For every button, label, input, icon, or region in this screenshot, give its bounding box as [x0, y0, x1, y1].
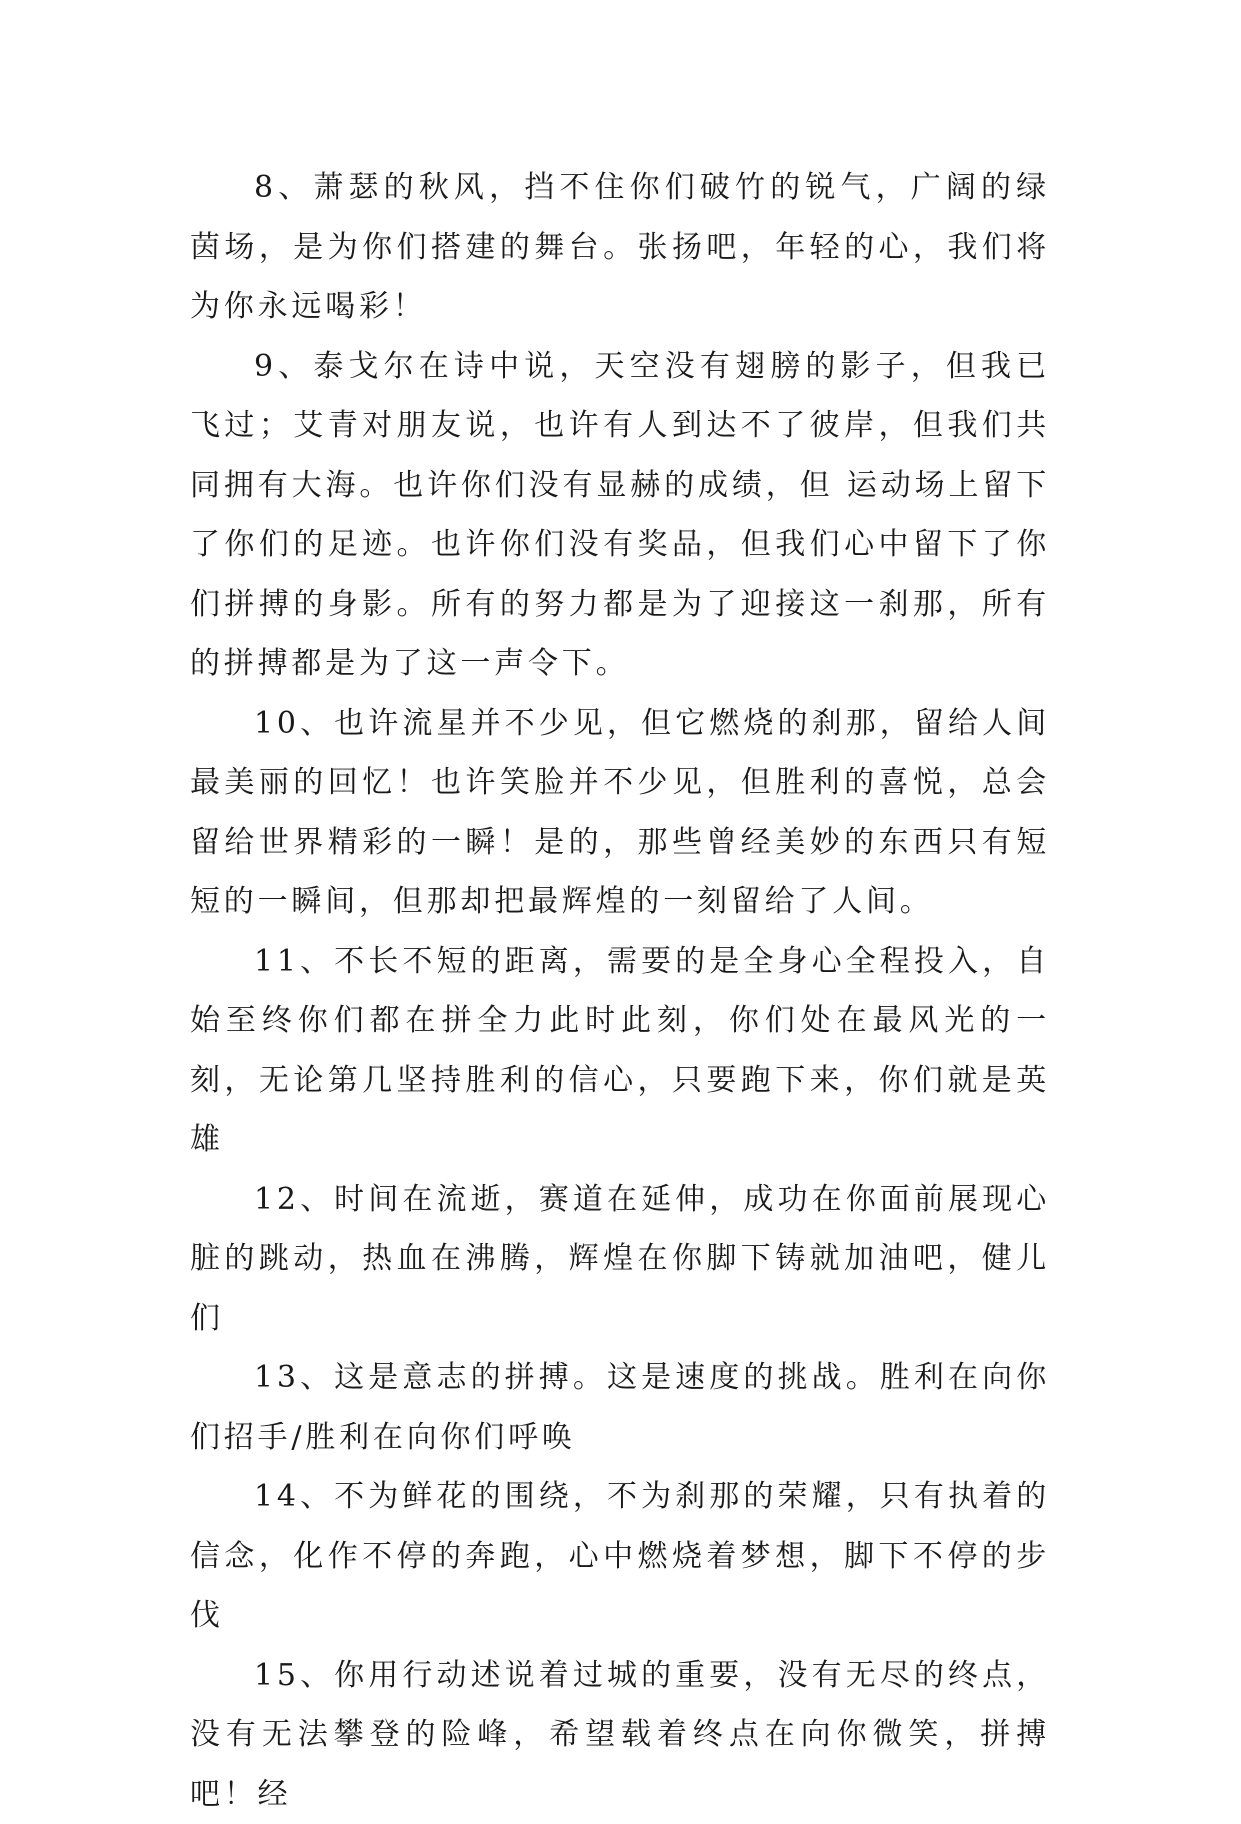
body-text: [190, 158, 1050, 1824]
paragraph-11: 11、不长不短的距离，需要的是全身心全程投入，自始至终你们都在拼全力此时此刻，你们处在最风光的一刻，无论第几坚持胜利的信心，只要跑下来，你们就是英雄: [190, 932, 1050, 1170]
paragraph-9: 9、泰戈尔在诗中说，天空没有翅膀的影子，但我已飞过；艾青对朋友说，也许有人到达不了彼岸，但我们共同拥有大海。也许你们没有显赫的成绩，但 运动场上留下了你们的足迹。也许你们没有奖品，但我们心中留下了你们拼搏的身影。所有的努力都是为了迎接这一刹那，所有的拼搏都是为了这一声令下。: [190, 337, 1050, 694]
paragraph-8: 8、萧瑟的秋风，挡不住你们破竹的锐气，广阔的绿茵场，是为你们搭建的舞台。张扬吧，年轻的心，我们将为你永远喝彩！: [190, 158, 1050, 337]
paragraph-12: 12、时间在流逝，赛道在延伸，成功在你面前展现心脏的跳动，热血在沸腾，辉煌在你脚下铸就加油吧，健儿们: [190, 1170, 1050, 1349]
paragraph-14: 14、不为鲜花的围绕，不为刹那的荣耀，只有执着的信念，化作不停的奔跑，心中燃烧着梦想，脚下不停的步伐: [190, 1467, 1050, 1646]
paragraph-10: 10、也许流星并不少见，但它燃烧的刹那，留给人间最美丽的回忆！也许笑脸并不少见，但胜利的喜悦，总会留给世界精彩的一瞬！是的，那些曾经美妙的东西只有短短的一瞬间，但那却把最辉煌的一刻留给了人间。: [190, 694, 1050, 932]
paragraph-13: 13、这是意志的拼搏。这是速度的挑战。胜利在向你们招手/胜利在向你们呼唤: [190, 1348, 1050, 1467]
paragraph-15: 15、你用行动述说着过城的重要，没有无尽的终点，没有无法攀登的险峰，希望载着终点在向你微笑，拼搏吧！经: [190, 1646, 1050, 1824]
